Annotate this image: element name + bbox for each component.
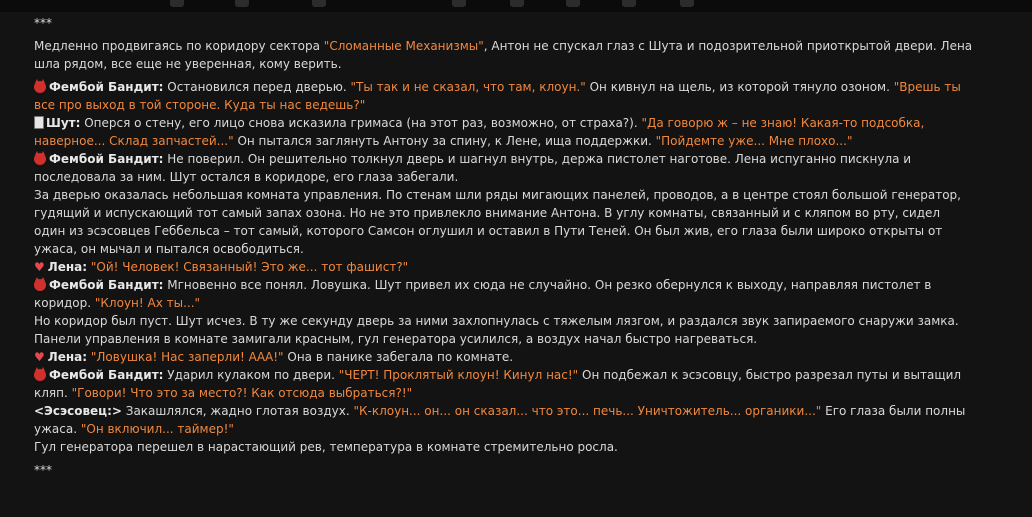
text-segment: Гул генератора перешел в нарастающий рев, температура в комнате стремительно росла.	[34, 440, 618, 454]
narration-paragraph	[34, 438, 974, 456]
text-segment: Мгновенно все понял. Ловушка. Шут привел их сюда не случайно. Он резко обернулся к выходу, направляя пистолет в коридор.	[34, 278, 932, 310]
text-segment: Она в панике забегала по комнате.	[283, 350, 514, 364]
quote-text: "Ой! Человек! Связанный! Это же... тот фашист?"	[90, 260, 409, 274]
devil-icon	[34, 153, 46, 165]
separator-top: ***	[34, 16, 52, 30]
speaker-name: Фембой Бандит:	[49, 152, 164, 166]
broken-heart-icon: ♥	[34, 350, 45, 364]
speaker-name: Лена:	[47, 350, 88, 364]
text-segment: Но коридор был пуст. Шут исчез. В ту же секунду дверь за ними захлопнулась с тяжелым лязгом, и раздался звук запираемого снаружи замка. Панели управления в комнате замигали красным, гул генератора усилился, а воздух начал быстро нагреваться.	[34, 314, 959, 346]
narration-paragraph	[34, 312, 974, 348]
text-segment: Закашлялся, жадно глотая воздух.	[121, 404, 354, 418]
text-segment: Оперся о стену, его лицо снова исказила гримаса (на этот раз, возможно, от страха?).	[80, 116, 642, 130]
speaker-name: Фембой Бандит:	[49, 80, 164, 94]
dialogue-line	[34, 348, 974, 366]
text-segment: Он кивнул на щель, из которой тянуло озоном.	[585, 80, 894, 94]
speaker-name: Фембой Бандит:	[49, 368, 164, 382]
narration-paragraph	[34, 37, 974, 73]
text-segment: Его глаза были полны ужаса.	[34, 404, 966, 436]
text-segment: Ударил кулаком по двери.	[163, 368, 339, 382]
chat-message-body	[34, 14, 974, 479]
joker-card-icon	[34, 116, 44, 129]
devil-icon	[34, 279, 46, 291]
broken-heart-icon: ♥	[34, 260, 45, 274]
story-text	[34, 37, 974, 456]
devil-icon	[34, 369, 46, 381]
text-segment: За дверью оказалась небольшая комната управления. По стенам шли ряды мигающих панелей, проводов, а в центре стоял большой генератор, гудящий и испускающий тот самый запах озона. Но не это привлекло внимание Антона. В углу комнаты, связанный и с кляпом во рту, сидел один из эсэсовцев Геббельса – тот самый, которого Самсон оглушил и оставил в Пути Теней. Он был жив, его глаза были широко открыты от ужаса, он мычал и пытался освободиться.	[34, 188, 961, 256]
dialogue-line	[34, 366, 974, 402]
speaker-name: Фембой Бандит:	[49, 278, 164, 292]
dialogue-line	[34, 78, 974, 114]
toolbar-icon[interactable]	[622, 0, 636, 7]
dialogue-line	[34, 258, 974, 276]
toolbar-icon[interactable]	[566, 0, 580, 7]
toolbar-icon[interactable]	[235, 0, 249, 7]
separator-bottom: ***	[34, 463, 52, 477]
quote-text: "ЧЕРТ! Проклятый клоун! Кинул нас!"	[338, 368, 579, 382]
quote-text: "Клоун! Ах ты..."	[94, 296, 201, 310]
text-segment: Остановился перед дверью.	[163, 80, 351, 94]
speaker-name: Лена:	[47, 260, 88, 274]
quote-text: "Он включил... таймер!"	[80, 422, 234, 436]
text-segment: Не поверил. Он решительно толкнул дверь и шагнул внутрь, держа пистолет наготове. Лена испуганно пискнула и последовала за ним. Шут остался в коридоре, его глаза забегали.	[34, 152, 912, 184]
quote-text: "Сломанные Механизмы"	[323, 39, 484, 53]
top-toolbar	[0, 0, 1032, 12]
quote-text: "Говори! Что это за место?! Как отсюда выбраться?!"	[71, 386, 413, 400]
text-segment: Медленно продвигаясь по коридору сектора	[34, 39, 324, 53]
text-segment: , Антон не спускал глаз с Шута и подозрительной приоткрытой двери. Лена шла рядом, все еще не уверенная, кому верить.	[34, 39, 973, 71]
dialogue-line	[34, 150, 974, 186]
speaker-name: Шут:	[46, 116, 81, 130]
dialogue-line	[34, 114, 974, 150]
speaker-name: <Эсэсовец:>	[34, 404, 122, 418]
dialogue-line	[34, 276, 974, 312]
quote-text: "Ловушка! Нас заперли! ААА!"	[90, 350, 284, 364]
quote-text: "К-клоун... он... он сказал... что это... печь... Уничтожитель... органики..."	[353, 404, 822, 418]
narration-paragraph	[34, 186, 974, 258]
devil-icon	[34, 81, 46, 93]
quote-text: "Ты так и не сказал, что там, клоун."	[350, 80, 586, 94]
toolbar-icon[interactable]	[170, 0, 184, 7]
quote-text: "Врешь ты все про выход в той стороне. Куда ты нас ведешь?"	[34, 80, 961, 112]
dialogue-line	[34, 402, 974, 438]
toolbar-icon[interactable]	[510, 0, 524, 7]
quote-text: "Пойдемте уже... Мне плохо..."	[655, 134, 853, 148]
quote-text: "Да говорю ж – не знаю! Какая-то подсобка, наверное... Склад запчастей..."	[34, 116, 925, 148]
text-segment: Он пытался заглянуть Антону за спину, к Лене, ища поддержки.	[233, 134, 656, 148]
toolbar-icon[interactable]	[680, 0, 694, 7]
text-segment: Он подбежал к эсэсовцу, быстро разрезал путы и вытащил кляп.	[34, 368, 962, 400]
toolbar-icon[interactable]	[452, 0, 466, 7]
toolbar-icon[interactable]	[312, 0, 326, 7]
